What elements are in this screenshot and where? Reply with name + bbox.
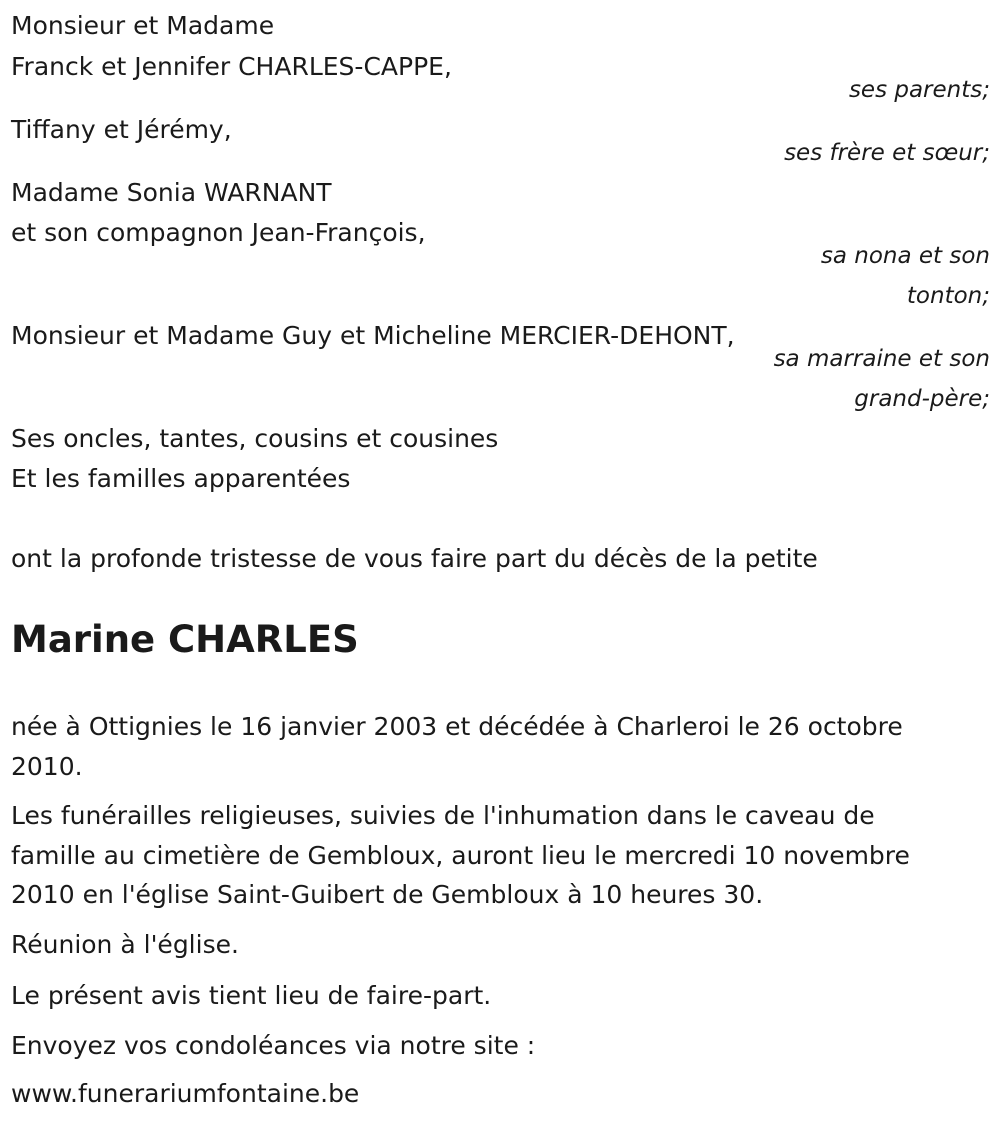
deceased-name: Marine CHARLES <box>11 618 359 661</box>
family-line: Madame Sonia WARNANT <box>11 178 332 207</box>
family-role: ses frère et sœur; <box>784 140 990 166</box>
family-line: Monsieur et Madame Guy et Micheline MERCIER-DEHONT, <box>11 321 735 350</box>
family-line: et son compagnon Jean-François, <box>11 218 426 247</box>
family-role: sa marraine et son <box>773 346 990 372</box>
condolences-info: Envoyez vos condoléances via notre site : <box>11 1031 536 1060</box>
funeral-line: Les funérailles religieuses, suivies de l'inhumation dans le caveau de <box>11 801 875 830</box>
family-role: grand-père; <box>854 386 990 412</box>
birth-death-line: née à Ottignies le 16 janvier 2003 et décédée à Charleroi le 26 octobre <box>11 712 903 741</box>
family-role: tonton; <box>906 283 990 309</box>
notice-info: Le présent avis tient lieu de faire-part. <box>11 981 492 1010</box>
announcement: ont la profonde tristesse de vous faire part du décès de la petite <box>11 544 818 573</box>
website-link[interactable]: www.funerariumfontaine.be <box>11 1079 360 1108</box>
family-line: Tiffany et Jérémy, <box>11 115 232 144</box>
funeral-line: famille au cimetière de Gembloux, auront lieu le mercredi 10 novembre <box>11 841 910 870</box>
funeral-line: 2010 en l'église Saint-Guibert de Gembloux à 10 heures 30. <box>11 880 764 909</box>
family-role: sa nona et son <box>820 243 990 269</box>
extended-family-line: Et les familles apparentées <box>11 464 351 493</box>
family-line: Monsieur et Madame <box>11 11 275 40</box>
meeting-info: Réunion à l'église. <box>11 930 239 959</box>
birth-death-line: 2010. <box>11 752 83 781</box>
family-role: ses parents; <box>848 77 990 103</box>
family-line: Franck et Jennifer CHARLES-CAPPE, <box>11 52 452 81</box>
extended-family-line: Ses oncles, tantes, cousins et cousines <box>11 424 499 453</box>
